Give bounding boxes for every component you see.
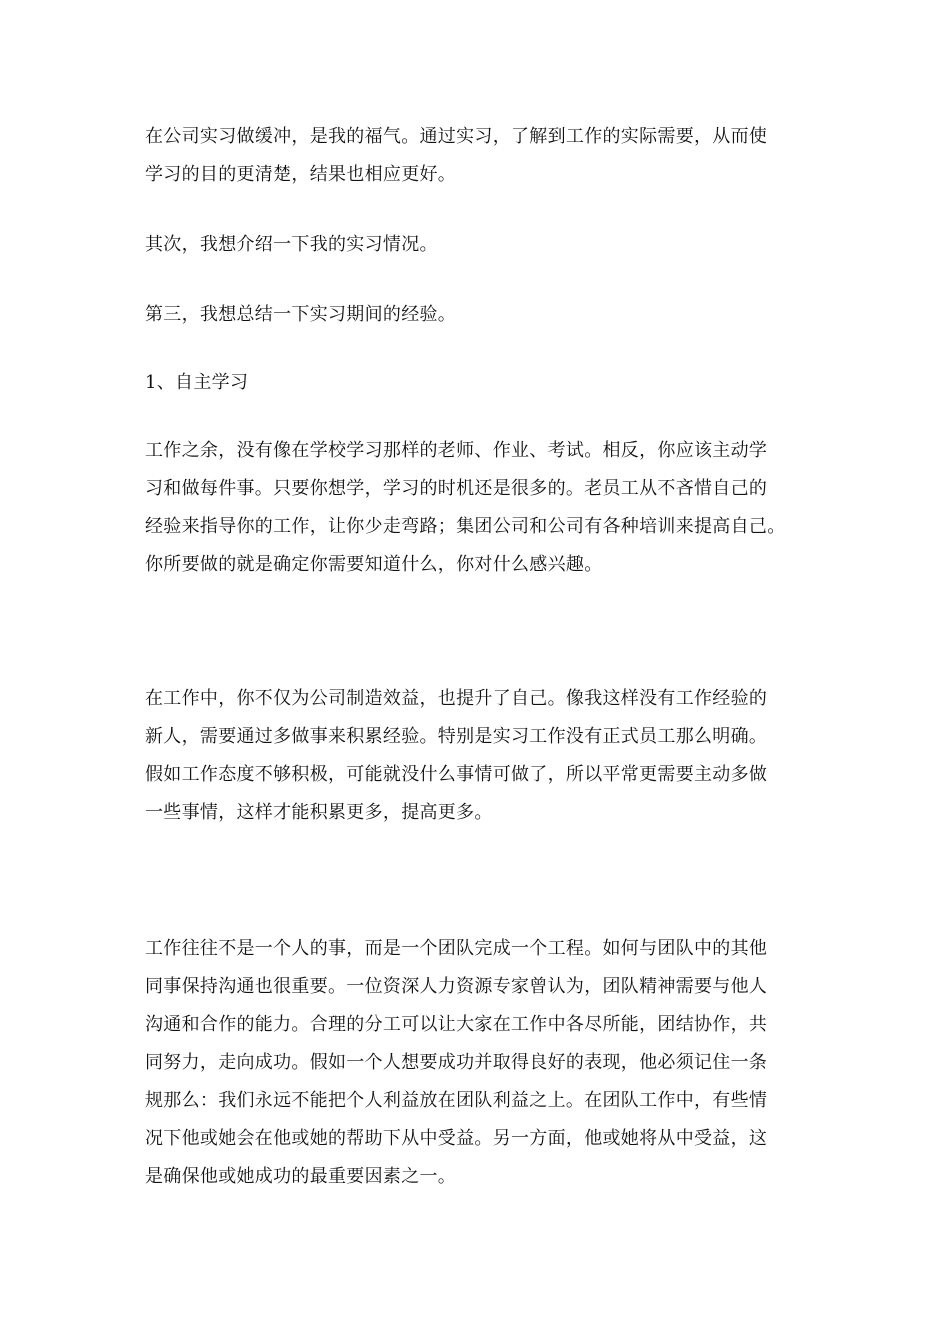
paragraph-second bbox=[145, 226, 805, 264]
text-line: 沟通和合作的能力。合理的分工可以让大家在工作中各尽所能，团结协作，共 bbox=[145, 1014, 768, 1035]
text-line: 假如工作态度不够积极，可能就没什么事情可做了，所以平常更需要主动多做 bbox=[145, 764, 768, 785]
text-line: 新人，需要通过多做事来积累经验。特别是实习工作没有正式员工那么明确。 bbox=[145, 726, 768, 747]
text-line: 在工作中，你不仅为公司制造效益，也提升了自己。像我这样没有工作经验的 bbox=[145, 688, 768, 709]
paragraph-third bbox=[145, 296, 805, 334]
text-line: 经验来指导你的工作，让你少走弯路；集团公司和公司有各种培训来提高自己。 bbox=[145, 516, 786, 537]
text-line: 一些事情，这样才能积累更多，提高更多。 bbox=[145, 802, 493, 823]
paragraph-self-study bbox=[145, 432, 805, 584]
text-line: 是确保他或她成功的最重要因素之一。 bbox=[145, 1166, 457, 1187]
text-line: 你所要做的就是确定你需要知道什么，你对什么感兴趣。 bbox=[145, 554, 603, 575]
text-line: 工作之余，没有像在学校学习那样的老师、作业、考试。相反，你应该主动学 bbox=[145, 440, 768, 461]
text-line: 工作往往不是一个人的事，而是一个团队完成一个工程。如何与团队中的其他 bbox=[145, 938, 768, 959]
text-line: 同事保持沟通也很重要。一位资深人力资源专家曾认为，团队精神需要与他人 bbox=[145, 976, 768, 997]
text-line: 同努力，走向成功。假如一个人想要成功并取得良好的表现，他必须记住一条 bbox=[145, 1052, 768, 1073]
paragraph-intro bbox=[145, 118, 805, 194]
text-line: 学习的目的更清楚，结果也相应更好。 bbox=[145, 164, 457, 185]
text-line: 在公司实习做缓冲，是我的福气。通过实习，了解到工作的实际需要，从而使 bbox=[145, 126, 768, 147]
text-line: 规那么：我们永远不能把个人利益放在团队利益之上。在团队工作中，有些情 bbox=[145, 1090, 768, 1111]
text-line: 其次，我想介绍一下我的实习情况。 bbox=[145, 234, 438, 255]
paragraph-work-initiative bbox=[145, 680, 805, 832]
heading-text: 1、自主学习 bbox=[145, 372, 249, 393]
section-heading bbox=[145, 364, 805, 402]
text-line: 习和做每件事。只要你想学，学习的时机还是很多的。老员工从不吝惜自己的 bbox=[145, 478, 768, 499]
text-line: 况下他或她会在他或她的帮助下从中受益。另一方面，他或她将从中受益，这 bbox=[145, 1128, 768, 1149]
paragraph-teamwork bbox=[145, 930, 805, 1196]
text-line: 第三，我想总结一下实习期间的经验。 bbox=[145, 304, 457, 325]
